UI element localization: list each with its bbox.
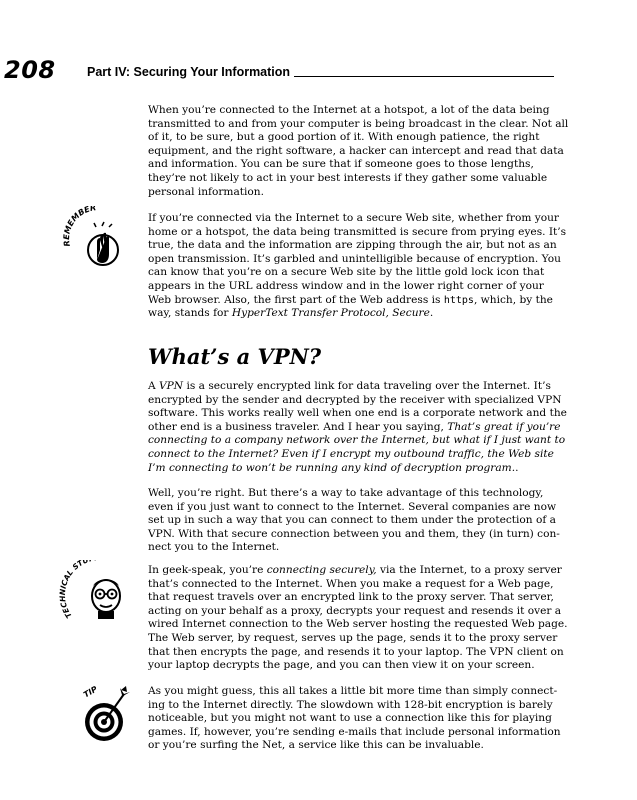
paragraph-secure-web <box>148 212 567 321</box>
text-line: can know that you’re on a secure Web site by the little gold lock icon that <box>148 266 545 279</box>
text-run: . <box>515 461 519 474</box>
text-line: or you’re surfing the Net, a service like this can be invaluable. <box>148 739 484 752</box>
text-line <box>148 420 561 435</box>
text-line: VPN. With that secure connection between you and them, they (in turn) con- <box>148 527 560 540</box>
paragraph-hotspot-data <box>148 104 569 199</box>
text-line: that’s connected to the Internet. When you make a request for a Web page, <box>148 577 554 590</box>
text-run-italic: That’s great if you’re <box>447 420 561 433</box>
paragraph-speed-tip <box>148 685 561 753</box>
text-run-italic: I’m connecting to won’t be running any kind of decryption program. <box>148 461 516 474</box>
technical-stuff-icon-label: TECHNICAL STU <box>58 560 90 620</box>
paragraph-proxy-server <box>148 564 568 673</box>
text-line <box>148 380 551 394</box>
text-run: other end is a business traveler. And I hear you saying, <box>148 420 448 433</box>
text-run-italic: connecting securely, <box>266 564 377 576</box>
text-line <box>148 434 566 448</box>
text-line: wired Internet connection to the Web server hosting the requested Web page. <box>148 618 568 631</box>
text-line: encrypted by the sender and decrypted by the receiver with specialized VPN <box>148 393 562 406</box>
paragraph-vpn-definition <box>148 380 567 475</box>
text-line: that request travels over an encrypted link to the proxy server. That server, <box>148 591 554 604</box>
remember-icon-label: REMEMBER <box>62 206 97 248</box>
text-line: true, the data and the information are zipping through the air, but not as an <box>148 239 557 252</box>
text-line: personal information. <box>148 185 264 198</box>
text-run: via the Internet, to a proxy server <box>376 564 562 576</box>
text-line <box>148 293 553 308</box>
text-line: The Web server, by request, serves up the page, sends it to the proxy server <box>148 631 558 644</box>
part-title: Part IV: Securing Your Information <box>87 65 294 79</box>
text-line: transmitted to and from your computer is being broadcast in the clear. Not all <box>148 117 569 130</box>
tip-icon <box>78 682 134 746</box>
text-run-italic: connect to the Internet? Even if I encrypt my outbound traffic, the Web site <box>148 447 554 460</box>
protocol-name: HyperText Transfer Protocol, Secure <box>231 307 430 320</box>
https-code: https <box>443 294 474 306</box>
text-line: appears in the URL address window and in the lower right corner of your <box>148 279 544 292</box>
text-line <box>148 307 546 321</box>
text-line: and information. You can be sure that if someone goes to those lengths, <box>148 158 534 171</box>
technical-stuff-icon <box>58 560 140 624</box>
text-line: of it, to be sure, but a good portion of it. With enough patience, the right <box>148 131 540 144</box>
text-run: . <box>429 307 434 320</box>
remember-icon <box>60 206 140 270</box>
text-line: When you’re connected to the Internet at a hotspot, a lot of the data being <box>148 104 550 116</box>
section-heading: What’s a VPN? <box>148 344 322 369</box>
text-line: nect you to the Internet. <box>148 541 280 554</box>
tip-icon-label: TIP <box>82 684 99 700</box>
text-line: home or a hotspot, the data being transmitted is secure from prying eyes. It’s <box>148 225 567 238</box>
text-line <box>148 462 546 476</box>
page-number: 208 <box>4 56 56 84</box>
text-line: games. If, however, you’re sending e-mails that include personal information <box>148 725 561 738</box>
text-run-italic: connecting to a company network over the Internet, but what if I just want to <box>148 434 566 447</box>
text-line <box>148 447 554 462</box>
text-line: they’re not likely to act in your best interests if they gather some valuable <box>148 171 548 184</box>
text-line: that then encrypts the page, and resends it to your laptop. The VPN client on <box>148 645 564 658</box>
text-line: your laptop decrypts the page, and you can then view it on your screen. <box>148 659 535 672</box>
vpn-term: VPN <box>159 380 184 392</box>
text-line: set up in such a way that you can connect to them under the protection of a <box>148 514 556 527</box>
text-line: ing to the Internet directly. The slowdown with 128-bit encryption is barely <box>148 698 553 711</box>
text-run: In geek-speak, you’re <box>148 564 267 576</box>
paragraph-vpn-services <box>148 487 560 555</box>
text-line: acting on your behalf as a proxy, decrypts your request and resends it over a <box>148 604 562 617</box>
running-header <box>4 56 554 86</box>
text-run: way, stands for <box>148 307 232 320</box>
text-line: Well, you’re right. But there’s a way to take advantage of this technology, <box>148 487 544 499</box>
text-line: open transmission. It’s garbled and unintelligible because of encryption. You <box>148 252 561 265</box>
text-line: equipment, and the right software, a hacker can intercept and read that data <box>148 144 564 157</box>
text-run: A <box>148 380 160 392</box>
text-line: As you might guess, this all takes a little bit more time than simply connect- <box>148 685 558 697</box>
text-line: even if you just want to connect to the Internet. Several companies are now <box>148 500 557 513</box>
text-line: noticeable, but you might not want to use a connection like this for playing <box>148 712 552 725</box>
text-line <box>148 564 562 578</box>
text-run: , which, by the <box>473 293 553 306</box>
text-line: If you’re connected via the Internet to a secure Web site, whether from your <box>148 212 559 224</box>
text-run: is a securely encrypted link for data traveling over the Internet. It’s <box>183 380 551 392</box>
text-line: software. This works really well when one end is a corporate network and the <box>148 407 567 420</box>
text-run: Web browser. Also, the first part of the Web address is <box>148 293 444 306</box>
